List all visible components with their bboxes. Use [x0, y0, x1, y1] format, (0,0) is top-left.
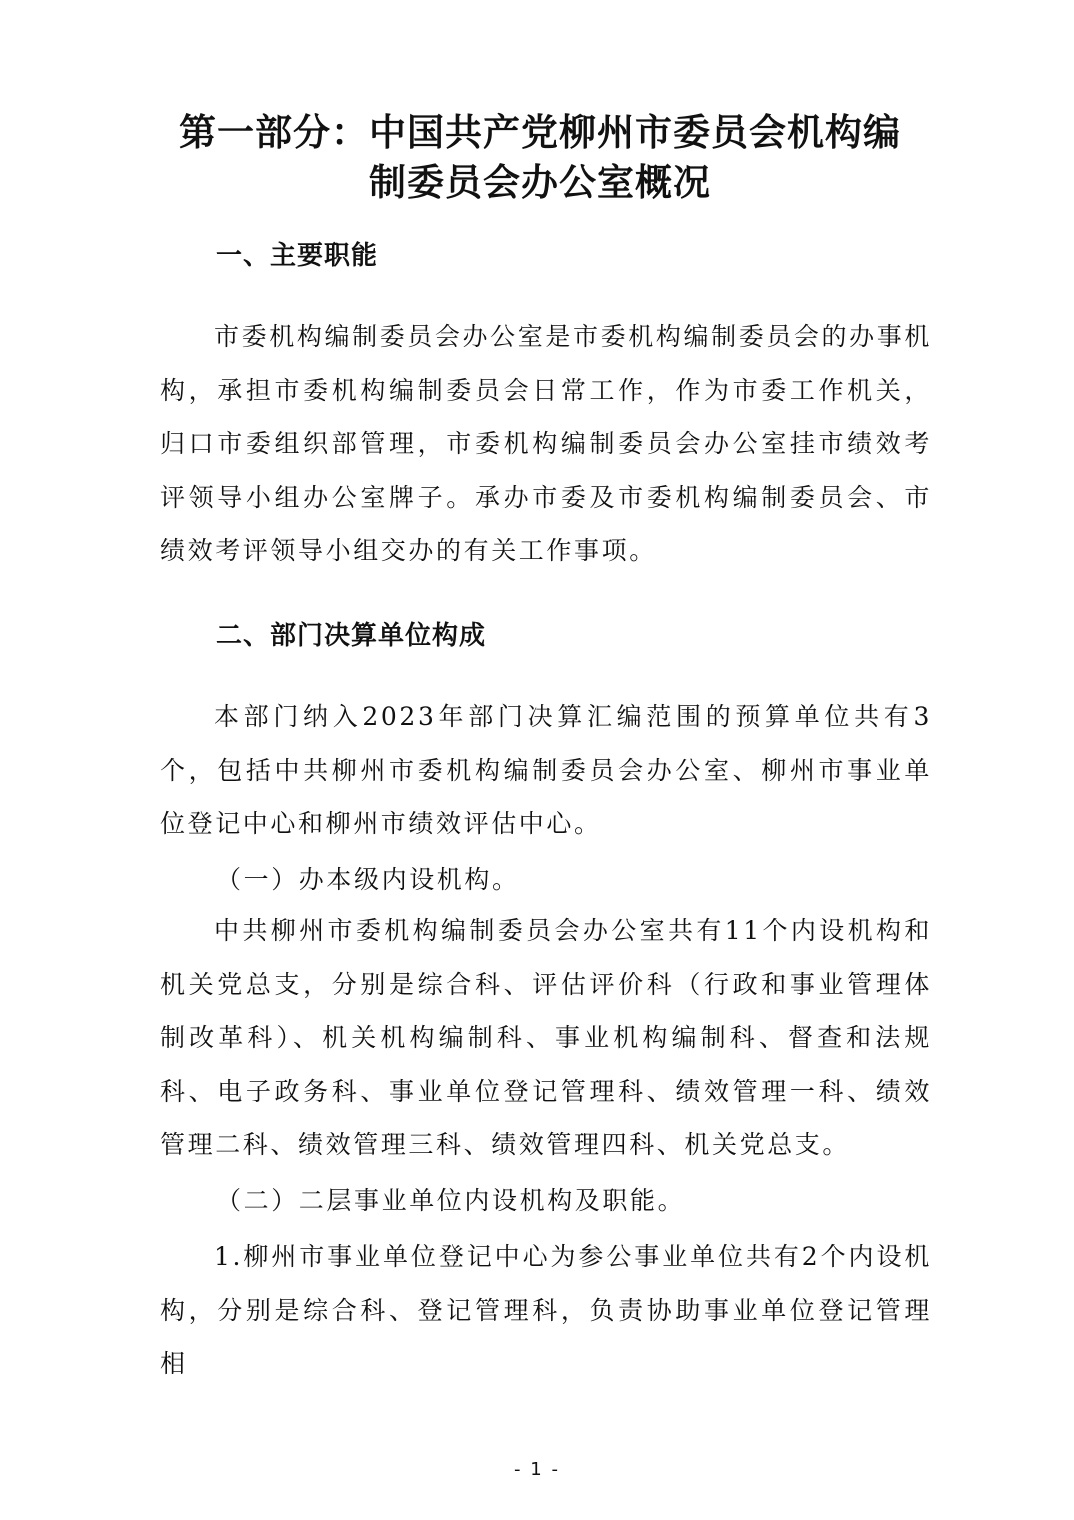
subsection-heading-internal-bodies: （一）办本级内设机构。 [216, 865, 520, 894]
section-heading-unit-composition: 二、部门决算单位构成 [216, 621, 487, 651]
document-title-line-1: 第一部分：中国共产党柳州市委员会机构编 [179, 111, 901, 154]
section-heading-main-functions: 一、主要职能 [216, 241, 379, 271]
page-number: - 1 - [514, 1459, 560, 1480]
internal-bodies-paragraph: 中共柳州市委机构编制委员会办公室共有11个内设机构和机关党总支，分别是综合科、评估评价科（行政和事业管理体制改革科）、机关机构编制科、事业机构编制科、督查和法规科、电子政务科、事业单位登记管理科、绩效管理一科、绩效管理二科、绩效管理三科、绩效管理四科、机关党总支。 [160, 916, 932, 1159]
document-title [150, 108, 930, 208]
subsection-heading-secondary-units: （二）二层事业单位内设机构及职能。 [216, 1186, 686, 1215]
secondary-units-paragraph: 1.柳州市事业单位登记中心为参公事业单位共有2个内设机构，分别是综合科、登记管理科，负责协助事业单位登记管理相 [160, 1242, 932, 1378]
document-title-line-2: 制委员会办公室概况 [369, 161, 711, 204]
main-functions-paragraph: 市委机构编制委员会办公室是市委机构编制委员会的办事机构，承担市委机构编制委员会日常工作，作为市委工作机关，归口市委组织部管理，市委机构编制委员会办公室挂市绩效考评领导小组办公室牌子。承办市委及市委机构编制委员会、市绩效考评领导小组交办的有关工作事项。 [160, 322, 932, 565]
unit-composition-paragraph: 本部门纳入2023年部门决算汇编范围的预算单位共有3个，包括中共柳州市委机构编制委员会办公室、柳州市事业单位登记中心和柳州市绩效评估中心。 [160, 702, 932, 838]
